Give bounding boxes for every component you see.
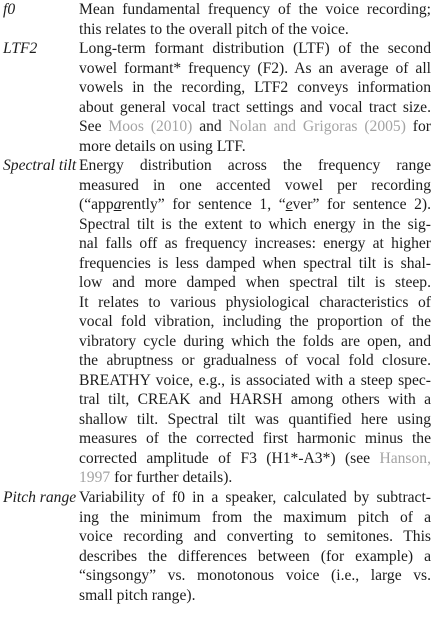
definition-line: vowels in the recording, LTF2 conveys information [79, 79, 431, 96]
definition-ltf2 [79, 39, 431, 156]
definition-line: this relates to the overall pitch of the voice. [79, 20, 349, 38]
definition-line: tral tilt, CREAK and HARSH among others with a [79, 391, 431, 408]
definition-line: Mean fundamental frequency of the voice recording; [79, 1, 431, 18]
definition-line [79, 195, 431, 215]
definition-spectral-tilt [79, 156, 431, 488]
definition-line: shallow tilt. Spectral tilt was quantified here using [79, 410, 431, 428]
text-span: and [199, 118, 222, 135]
definition-line: Variability of f0 in a speaker, calculated by subtract- [79, 489, 431, 506]
term-pitch-range: Pitch range [3, 489, 77, 506]
definition-line: low and more damped when spectral tilt is steep. [79, 274, 431, 291]
definition-line: Long-term formant distribution (LTF) of the second [79, 40, 431, 57]
stressed-vowel: e [285, 196, 293, 213]
definition-line: Energy distribution across the frequency range [79, 157, 431, 174]
definition-line: vibratory cycle during which the folds are open, and [79, 332, 431, 350]
definition-line: vowel formant* frequency (F2). As an average of all [79, 59, 431, 77]
definition-line: nal falls off as frequency increases: energy at higher [79, 235, 431, 252]
definition-line: more details on using LTF. [79, 137, 246, 155]
definition-f0 [79, 0, 431, 39]
definition-line: BREATHY voice, e.g., is associated with a steep spec- [79, 371, 431, 389]
definition-line [79, 468, 431, 488]
citation-link-moos-2010[interactable]: Moos (2010) [108, 118, 193, 135]
definition-line: the abruptness or gradualness of vocal fold closure. [79, 352, 431, 369]
definition-pitch-range [79, 488, 431, 605]
definition-line: “singsongy” vs. monotonous voice (i.e., large vs. [79, 567, 431, 584]
definition-line: measured in one accented vowel per recording [79, 176, 431, 194]
definition-line: small pitch range). [79, 586, 196, 604]
text-span: (“app [79, 196, 114, 213]
text-span: corrected amplitude of F3 (H1*-A3*) (see [79, 449, 371, 467]
citation-link-hanson-1997-year[interactable]: 1997 [79, 469, 111, 486]
term-f0: f0 [3, 1, 16, 18]
definition-line [79, 117, 431, 137]
citation-link-nolan-grigoras-2005[interactable]: Nolan and Grigoras (2005) [228, 118, 406, 135]
text-span: for further details). [114, 469, 233, 486]
stressed-vowel: a [113, 196, 122, 213]
text-span: for [412, 118, 431, 135]
definition-line: vocal fold vibration, including the proportion of the [79, 313, 431, 330]
citation-link-hanson-1997[interactable]: Hanson, [379, 449, 431, 467]
text-span: See [79, 118, 102, 135]
definition-line: It relates to various physiological characteristics of [79, 293, 431, 311]
text-span: ver” for sentence 2). [292, 196, 431, 213]
definition-line: frequencies is less damped when spectral tilt is shal- [79, 254, 431, 272]
term-spectral-tilt: Spectral tilt [3, 157, 77, 174]
definition-line: measures of the corrected first harmonic minus the [79, 430, 431, 447]
definition-line: voice recording and converting to semitones. This [79, 528, 431, 545]
definition-line: ing the minimum from the maximum pitch of a [79, 508, 431, 526]
term-ltf2: LTF2 [3, 40, 38, 57]
definition-line: describes the differences between (for example) a [79, 547, 431, 565]
text-span: rently” for sentence 1, “ [121, 196, 286, 213]
definition-line: about general vocal tract settings and vocal tract size. [79, 98, 431, 116]
definition-line [79, 449, 431, 469]
definition-line: Spectral tilt is the extent to which energy in the sig- [79, 215, 431, 233]
